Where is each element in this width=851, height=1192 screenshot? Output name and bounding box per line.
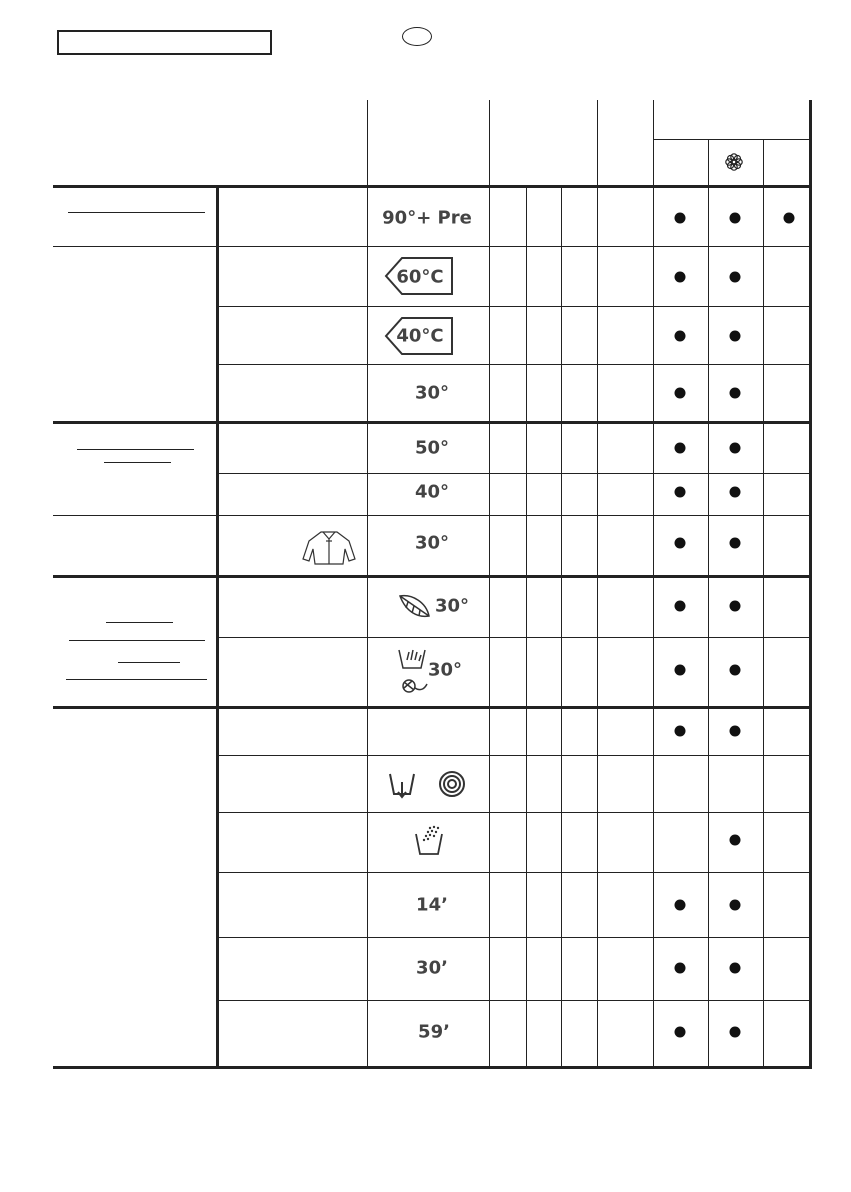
- grid-vline: [561, 187, 562, 1067]
- program-temperature: 30°: [414, 532, 450, 554]
- grid-vline: [708, 140, 709, 1067]
- group-separator: [53, 706, 812, 709]
- option-dot: [730, 272, 741, 283]
- option-dot: [730, 900, 741, 911]
- header-subline: [653, 139, 811, 140]
- option-dot: [675, 272, 686, 283]
- category-underline: [77, 449, 194, 450]
- flower-icon: [724, 152, 744, 172]
- option-dot: [675, 601, 686, 612]
- option-dot: [675, 900, 686, 911]
- program-temperature: 30°: [434, 595, 470, 617]
- option-dot: [730, 487, 741, 498]
- grid-vline-group: [216, 187, 219, 1067]
- shirt-icon: [301, 529, 357, 567]
- category-underline: [104, 462, 171, 463]
- row-separator: [217, 812, 811, 813]
- program-temperature: 60°C: [396, 266, 444, 288]
- option-dot: [730, 1027, 741, 1038]
- row-separator: [53, 515, 811, 516]
- option-dot: [730, 538, 741, 549]
- option-dot: [675, 538, 686, 549]
- option-dot: [730, 331, 741, 342]
- category-underline: [118, 662, 180, 663]
- option-dot: [675, 963, 686, 974]
- category-underline: [69, 640, 205, 641]
- option-dot: [730, 835, 741, 846]
- row-separator: [217, 937, 811, 938]
- grid-vline: [763, 140, 764, 1067]
- row-separator: [217, 755, 811, 756]
- program-temperature: 30’: [416, 957, 448, 979]
- option-dot: [730, 388, 741, 399]
- group-separator: [53, 421, 812, 424]
- group-separator: [53, 1066, 812, 1069]
- grid-vline: [526, 187, 527, 1067]
- feather-icon: [396, 592, 432, 622]
- program-temperature: 30°: [414, 382, 450, 404]
- row-separator: [217, 473, 811, 474]
- option-dot: [730, 963, 741, 974]
- row-separator: [217, 1000, 811, 1001]
- row-separator: [217, 364, 811, 365]
- option-dot: [675, 1027, 686, 1038]
- group-separator: [53, 185, 812, 188]
- language-badge: [402, 27, 432, 46]
- program-temperature: 40°C: [396, 325, 444, 347]
- row-separator: [217, 637, 811, 638]
- option-dot: [675, 213, 686, 224]
- drain-spin-icon: [388, 770, 468, 800]
- category-underline: [66, 679, 207, 680]
- option-dot: [675, 331, 686, 342]
- program-temperature: 14’: [416, 894, 448, 916]
- option-dot: [675, 665, 686, 676]
- program-temperature: 30°: [427, 659, 463, 681]
- option-dot: [730, 665, 741, 676]
- row-separator: [217, 872, 811, 873]
- option-dot: [675, 487, 686, 498]
- group-separator: [53, 575, 812, 578]
- row-separator: [217, 306, 811, 307]
- option-dot: [675, 726, 686, 737]
- handwash-icon: [395, 644, 429, 698]
- option-dot: [675, 443, 686, 454]
- option-dot: [675, 388, 686, 399]
- option-dot: [730, 443, 741, 454]
- program-temperature: 90°+ Pre: [382, 207, 472, 229]
- category-underline: [106, 622, 173, 623]
- option-dot: [730, 213, 741, 224]
- row-separator: [53, 246, 811, 247]
- option-dot: [784, 213, 795, 224]
- option-dot: [730, 726, 741, 737]
- header-box: [57, 30, 272, 55]
- rinse-icon: [414, 824, 444, 856]
- program-temperature: 40°: [414, 481, 450, 503]
- category-underline: [68, 212, 205, 213]
- program-temperature: 59’: [418, 1021, 450, 1043]
- option-dot: [730, 601, 741, 612]
- program-temperature: 50°: [414, 437, 450, 459]
